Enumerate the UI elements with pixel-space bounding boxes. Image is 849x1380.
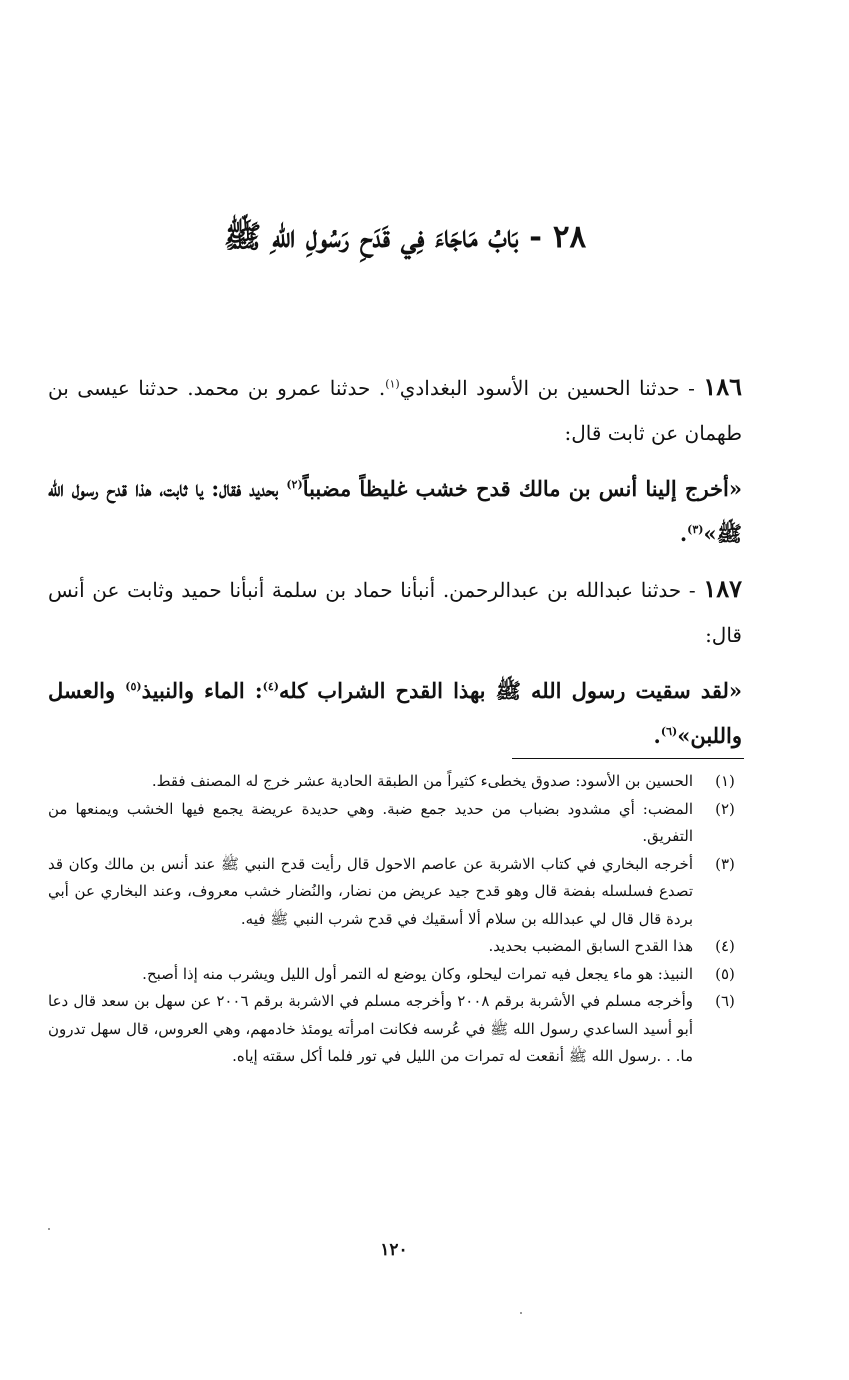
hadith-187-intro xyxy=(48,566,742,658)
hadith-187-matn xyxy=(48,668,742,758)
footnote-item xyxy=(48,851,745,934)
footnote-item xyxy=(48,768,745,796)
footnote-text: المضب: أي مشدود بضباب من حديد جمع ضبة. وهي حديدة عريضة يجمع فيها الخشب ويمنعها من التفريق. xyxy=(48,799,693,845)
footnote-divider xyxy=(512,758,744,759)
hadith-186-intro xyxy=(48,364,742,456)
matn-text: : الماء والنبيذ xyxy=(141,678,263,703)
footnote-ref[interactable]: (٣) xyxy=(687,523,704,536)
matn-text: بحديد فقال: يا ثابت، هذا قدح رسول الله ﷺ» xyxy=(48,476,742,546)
footnote-text: هذا القدح السابق المضبب بحديد. xyxy=(488,937,693,955)
matn-text: والعسل واللبن» xyxy=(48,678,742,748)
footnote-ref[interactable]: (٦) xyxy=(660,725,678,738)
isnad-text: . حدثنا عمرو بن محمد. حدثنا عيسى بن طهمان عن ثابت قال: xyxy=(48,376,742,445)
page-number: ١٢٠ xyxy=(380,1240,408,1260)
punctuation: . xyxy=(653,723,661,748)
footnote-number: (٤) xyxy=(715,937,735,955)
footnote-number: (٥) xyxy=(715,964,735,983)
hadith-number: ١٨٦ xyxy=(703,372,742,401)
footnote-ref[interactable]: (٤) xyxy=(262,680,279,693)
footnote-number: (٢) xyxy=(715,799,735,818)
footnote-text: أخرجه البخاري في كتاب الاشربة عن عاصم الاحول قال رأيت قدح النبي ﷺ عند أنس بن مالك وكان قد تصدع فسلسله بفضة قال وهو قدح جيد عريض من نضار، والنُضار خشب معروف، وعند البخاري عن أبي بردة قال قال لي عبدالله بن سلام ألا أسقيك في قدح شرب النبي ﷺ فيه. xyxy=(48,854,693,928)
footnote-item xyxy=(48,961,745,989)
hadith-number: ١٨٧ xyxy=(703,574,742,603)
dash: - xyxy=(681,578,696,602)
isnad-text: حدثنا عبدالله بن عبدالرحمن. أنبأنا حماد بن سلمة أنبأنا حميد وثابت عن أنس قال: xyxy=(48,578,742,647)
footnote-number: (٦) xyxy=(715,992,735,1010)
footnote-item xyxy=(48,796,745,851)
matn-text: «لقد سقيت رسول الله ﷺ بهذا القدح الشراب كله xyxy=(278,678,742,703)
main-text xyxy=(48,364,742,768)
chapter-title: ٢٨ - بَابُ مَاجَاءَ فِي قَدَحِ رَسُولِ اللهِ ﷺ xyxy=(223,219,587,255)
footnote-item xyxy=(48,988,745,1071)
footnote-ref[interactable]: (٥) xyxy=(125,680,142,693)
footnote-text: النبيذ: هو ماء يجعل فيه تمرات ليحلو، وكان يوضع له التمر أول الليل ويشرب منه إذا أصبح. xyxy=(142,964,693,983)
footnotes-list xyxy=(48,768,745,1071)
footnote-text: وأخرجه مسلم في الأشربة برقم ٢٠٠٨ وأخرجه مسلم في الاشربة برقم ٢٠٠٦ عن سهل بن سعد قال دعا أبو أسيد الساعدي رسول الله ﷺ في عُرسه فكانت امرأته يومئذ خادمهم، وهي العروس، قال سهل تدرون ما. . .رسول الله ﷺ أنقعت له تمرات من الليل في تور فلما أكل سقته إياه. xyxy=(48,992,693,1065)
footnote-ref[interactable]: (٢) xyxy=(286,478,303,491)
scan-speck xyxy=(520,1312,522,1314)
hadith-186-matn xyxy=(48,466,742,556)
scan-speck xyxy=(48,1228,50,1230)
footnote-number: (١) xyxy=(715,772,735,790)
dash: - xyxy=(679,376,695,400)
matn-text: «أخرج إلينا أنس بن مالك قدح خشب غليظاً مضبباً xyxy=(302,476,742,501)
footnote-text: الحسين بن الأسود: صدوق يخطىء كثيراً من الطبقة الحادية عشر خرج له المصنف فقط. xyxy=(151,772,693,790)
footnote-number: (٣) xyxy=(715,854,735,873)
footnote-ref[interactable]: (١) xyxy=(385,377,400,391)
punctuation: . xyxy=(679,521,688,546)
isnad-text: حدثنا الحسين بن الأسود البغدادي xyxy=(399,376,680,400)
footnote-item xyxy=(48,933,745,961)
